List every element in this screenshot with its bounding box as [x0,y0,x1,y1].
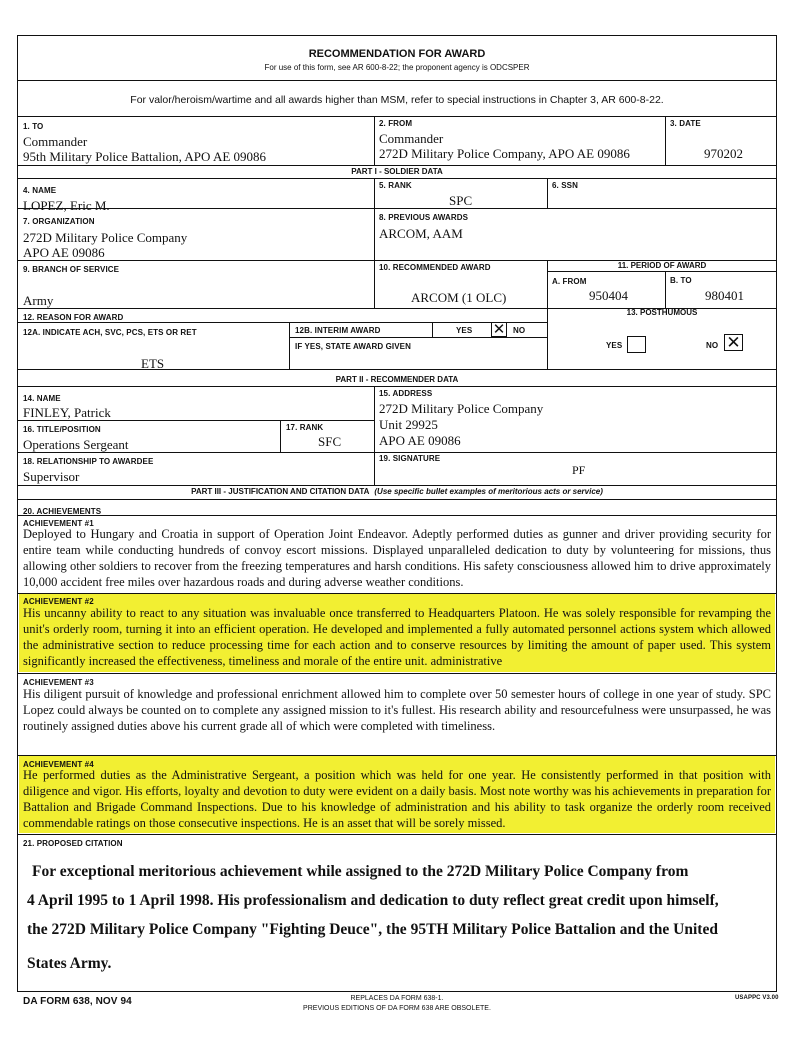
rule [289,337,547,338]
name-label: 4. NAME [23,186,57,195]
interim-yes-label: YES [456,326,473,335]
citation-line-3: the 272D Military Police Company "Fighting Deuce", the 95TH Military Police Battalion and the United [27,921,718,938]
form-subtitle: For use of this form, see AR 600-8-22; the proponent agency is ODCSPER [264,63,530,72]
rank-label: 5. RANK [379,181,412,190]
posthumous-yes-label: YES [606,341,623,350]
interim-given-label: IF YES, STATE AWARD GIVEN [295,342,411,351]
reason-value: ETS [141,356,165,371]
rule [17,386,777,387]
special-instructions: For valor/heroism/wartime and all awards higher than MSM, refer to special instructions in Chapter 3, AR 600-8-22. [130,94,664,106]
rule [547,308,548,369]
citation-line-1: For exceptional meritorious achievement while assigned to the 272D Military Police Company from [32,863,689,880]
recommender-name-value: FINLEY, Patrick [23,405,111,420]
rule [17,515,777,516]
address-line2: Unit 29925 [379,417,438,432]
rule [374,208,375,308]
period-from-label: A. FROM [552,277,587,286]
rule [17,165,777,166]
from-label: 2. FROM [379,119,413,128]
period-from-value: 950404 [589,288,628,303]
address-line3: APO AE 09086 [379,433,461,448]
from-line1: Commander [379,131,444,146]
posthumous-label: 13. POSTHUMOUS [626,308,698,317]
rule [17,485,777,486]
recommended-award-label: 10. RECOMMENDED AWARD [379,263,491,272]
rule [17,420,374,421]
achievement-4-label: ACHIEVEMENT #4 [23,760,94,769]
achievement-2-label: ACHIEVEMENT #2 [23,597,94,606]
reason-sub-label: 12A. INDICATE ACH, SVC, PCS, ETS OR RET [23,328,197,337]
to-line2: 95th Military Police Battalion, APO AE 09086 [23,149,267,164]
rule [547,178,548,208]
achievements-label: 20. ACHIEVEMENTS [23,507,102,516]
recommended-award-value: ARCOM (1 OLC) [411,290,507,305]
rule [17,834,777,835]
rule [374,116,375,165]
branch-label: 9. BRANCH OF SERVICE [23,265,120,274]
part1-title: PART I - SOLDIER DATA [351,167,443,176]
relationship-label: 18. RELATIONSHIP TO AWARDEE [23,457,154,466]
interim-award-label: 12B. INTERIM AWARD [295,326,381,335]
date-label: 3. DATE [670,119,701,128]
rule [17,452,777,453]
proposed-citation-label: 21. PROPOSED CITATION [23,839,123,848]
interim-no-label: NO [513,326,526,335]
rule [17,208,777,209]
rule [374,178,375,208]
replaces-line1: REPLACES DA FORM 638-1. [350,995,444,1002]
to-label: 1. TO [23,122,44,131]
posthumous-no-checkbox[interactable]: ✕ [724,334,743,351]
rule [665,116,666,165]
organization-line1: 272D Military Police Company [23,230,188,245]
form-version: USAPPC V3.00 [735,995,779,1001]
achievement-3-label: ACHIEVEMENT #3 [23,678,94,687]
rule [17,322,547,323]
period-of-award-label: 11. PERIOD OF AWARD [617,261,707,270]
part3-heading [17,487,777,496]
rule [17,499,777,500]
title-position-label: 16. TITLE/POSITION [23,425,101,434]
form-id: DA FORM 638, NOV 94 [23,996,132,1007]
posthumous-no-label: NO [706,341,719,350]
address-line1: 272D Military Police Company [379,401,544,416]
rule [374,386,375,485]
rule [17,116,777,117]
part2-title: PART II - RECOMMENDER DATA [335,375,459,384]
organization-label: 7. ORGANIZATION [23,217,95,226]
previous-awards-label: 8. PREVIOUS AWARDS [379,213,469,222]
relationship-value: Supervisor [23,469,80,484]
period-to-label: B. TO [670,276,692,285]
rule [547,271,777,272]
signature-label: 19. SIGNATURE [379,454,441,463]
date-value: 970202 [704,146,743,161]
replaces-line2: PREVIOUS EDITIONS OF DA FORM 638 ARE OBSOLETE. [303,1005,491,1012]
rank-value: SPC [449,193,473,208]
rule [289,322,290,369]
rule [280,420,281,452]
citation-line-2: 4 April 1995 to 1 April 1998. His professionalism and dedication to duty reflect great credit upon himself, [27,892,719,909]
rule [432,322,433,337]
rule [17,178,777,179]
part3-title-note: (Use specific bullet examples of meritorious acts or service) [374,487,603,496]
recommender-rank-value: SFC [318,434,342,449]
from-line2: 272D Military Police Company, APO AE 09086 [379,146,630,161]
address-label: 15. ADDRESS [379,389,433,398]
organization-line2: APO AE 09086 [23,245,105,260]
previous-awards-value: ARCOM, AAM [379,226,463,241]
posthumous-yes-checkbox[interactable] [627,336,646,353]
branch-value: Army [23,293,54,308]
form-title: RECOMMENDATION FOR AWARD [308,48,486,60]
rule [17,369,777,370]
title-position-value: Operations Sergeant [23,437,129,452]
recommender-name-label: 14. NAME [23,394,61,403]
achievement-1-text: Deployed to Hungary and Croatia in support of Operation Joint Endeavor. Adeptly performed duties as gunner and driver providing security for entire team while conducting hundreds of convoy escort missions. Displayed unparalleled dedication to duty by volunteering for missions, thus allowing other soldiers to recover from the freezing temperatures and harsh conditions. His safety consciousness allowed him to drive approximately 10,000 accident free miles over hazardous roads and during adverse weather conditions. [23,527,771,589]
achievement-1-label: ACHIEVEMENT #1 [23,519,94,528]
ssn-label: 6. SSN [552,181,578,190]
part3-title: PART III - JUSTIFICATION AND CITATION DATA [191,487,370,496]
rule [17,80,777,81]
period-to-value: 980401 [705,288,744,303]
reason-label: 12. REASON FOR AWARD [23,313,124,322]
name-value: LOPEZ, Eric M. [23,198,110,213]
recommender-rank-label: 17. RANK [286,423,324,432]
interim-no-checkbox[interactable]: ✕ [492,321,506,338]
signature-value: PF [572,463,586,477]
rule [17,673,777,674]
to-line1: Commander [23,134,88,149]
achievement-3-text: His diligent pursuit of knowledge and professional enrichment allowed him to complete over 50 semester hours of college in one year of study. SPC Lopez could always be counted on to complete any assigned mission to it's fullest. His research ability and resourcefulness were unsurpassed, he was routinely assigned duties above his current grade all of which were completed with timeliness. [23,687,771,733]
achievement-4-text: He performed duties as the Administrative Sergeant, a position which was held for one year. He consistently performed in that position with diligence and vigor. His efforts, loyalty and devotion to duty were evident on a daily basis. Most note worthy was his achievements in preparation for Battalion and Brigade Command Inspections. Due to his knowledge of administration and his ability to task organize the orderly room received commendable ratings on those consecutive inspections. He is an asset that will be sorely missed. [23,768,771,830]
rule [665,271,666,308]
achievement-2-text: His uncanny ability to react to any situation was invaluable once transferred to Headquarters Platoon. He was solely responsible for revamping the unit's orderly room, turning it into an efficient operation. He developed and implemented a fully automated personnel actions system which allowed the administrative section to reduce processing time for each action and to conserve resources by limiting the amount of paper used. This system significantly increased the effectiveness, timeliness and morale of the entire unit. administrative [23,606,771,668]
citation-line-4: States Army. [27,955,112,972]
